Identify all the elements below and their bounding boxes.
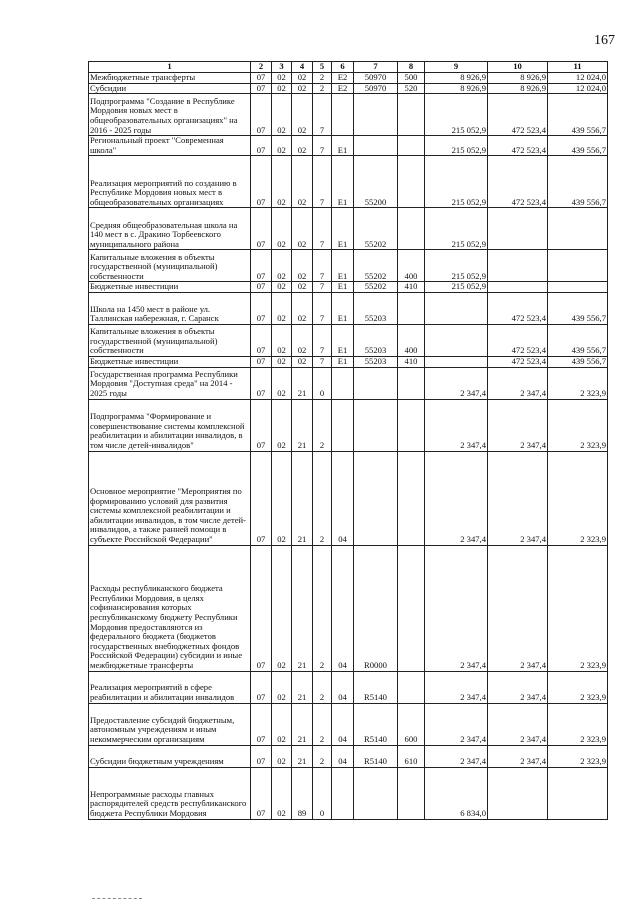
col-4-cell: 02	[292, 292, 313, 324]
col-8-cell: 520	[398, 83, 425, 94]
col-11-cell: 2 323,9	[548, 745, 608, 767]
col-10-cell: 472 523,4	[488, 136, 548, 156]
col-9-cell: 2 347,4	[425, 399, 488, 451]
col-3-cell: 02	[272, 451, 292, 545]
col-3-cell: 02	[272, 367, 292, 399]
col-8-cell: 410	[398, 356, 425, 367]
col-6-cell: Е2	[332, 73, 354, 84]
row-name-cell: Капитальные вложения в объекты государственной (муниципальной) собственности	[89, 250, 251, 282]
col-8-cell	[398, 292, 425, 324]
col-8-cell	[398, 208, 425, 250]
col-8-cell	[398, 94, 425, 136]
col-5-cell: 2	[313, 671, 332, 703]
col-2-cell: 07	[251, 156, 272, 208]
col-header-8: 8	[398, 62, 425, 73]
col-header-10: 10	[488, 62, 548, 73]
col-4-cell: 02	[292, 356, 313, 367]
col-11-cell: 439 556,7	[548, 292, 608, 324]
table-row	[89, 324, 608, 356]
col-5-cell: 2	[313, 703, 332, 745]
col-11-cell: 2 323,9	[548, 545, 608, 671]
col-7-cell: R0000	[354, 545, 398, 671]
col-10-cell: 472 523,4	[488, 156, 548, 208]
col-8-cell	[398, 367, 425, 399]
col-10-cell: 472 523,4	[488, 324, 548, 356]
row-name-cell: Бюджетные инвестиции	[89, 356, 251, 367]
col-8-cell: 400	[398, 250, 425, 282]
col-6-cell: Е1	[332, 282, 354, 293]
col-4-cell: 02	[292, 282, 313, 293]
col-7-cell	[354, 94, 398, 136]
row-name-cell: Подпрограмма "Формирование и совершенствование системы комплексной реабилитации и абилитации инвалидов, в том числе детей-инвалидов"	[89, 399, 251, 451]
col-6-cell: 04	[332, 451, 354, 545]
col-6-cell: Е1	[332, 136, 354, 156]
col-6-cell: 04	[332, 545, 354, 671]
col-5-cell: 2	[313, 73, 332, 84]
col-11-cell: 439 556,7	[548, 136, 608, 156]
col-7-cell: R5140	[354, 703, 398, 745]
col-2-cell: 07	[251, 767, 272, 819]
table-row	[89, 545, 608, 671]
col-2-cell: 07	[251, 367, 272, 399]
col-4-cell: 21	[292, 745, 313, 767]
col-10-cell: 2 347,4	[488, 545, 548, 671]
col-8-cell	[398, 156, 425, 208]
row-name-cell: Бюджетные инвестиции	[89, 282, 251, 293]
table-row	[89, 73, 608, 84]
col-2-cell: 07	[251, 73, 272, 84]
col-5-cell: 7	[313, 292, 332, 324]
col-3-cell: 02	[272, 671, 292, 703]
col-6-cell	[332, 94, 354, 136]
table-row	[89, 292, 608, 324]
col-6-cell: 04	[332, 745, 354, 767]
col-2-cell: 07	[251, 250, 272, 282]
col-5-cell: 7	[313, 356, 332, 367]
col-6-cell	[332, 367, 354, 399]
col-3-cell: 02	[272, 156, 292, 208]
table-header-row	[89, 62, 608, 73]
col-7-cell: R5140	[354, 671, 398, 703]
col-4-cell: 21	[292, 367, 313, 399]
col-10-cell	[488, 208, 548, 250]
col-7-cell: 55203	[354, 292, 398, 324]
col-2-cell: 07	[251, 136, 272, 156]
col-6-cell	[332, 399, 354, 451]
col-7-cell: 50970	[354, 83, 398, 94]
col-3-cell: 02	[272, 94, 292, 136]
col-7-cell: 55203	[354, 324, 398, 356]
col-8-cell	[398, 545, 425, 671]
col-8-cell: 500	[398, 73, 425, 84]
col-7-cell: 55202	[354, 250, 398, 282]
col-3-cell: 02	[272, 703, 292, 745]
col-header-11: 11	[548, 62, 608, 73]
row-name-cell: Непрограммные расходы главных распорядителей средств республиканского бюджета Республики Мордовия	[89, 767, 251, 819]
col-4-cell: 21	[292, 545, 313, 671]
col-4-cell: 02	[292, 83, 313, 94]
col-3-cell: 02	[272, 324, 292, 356]
col-9-cell	[425, 356, 488, 367]
row-name-cell: Субсидии	[89, 83, 251, 94]
row-name-cell: Региональный проект "Современная школа"	[89, 136, 251, 156]
col-6-cell	[332, 767, 354, 819]
col-6-cell: Е1	[332, 324, 354, 356]
col-2-cell: 07	[251, 745, 272, 767]
col-4-cell: 02	[292, 136, 313, 156]
row-name-cell: Реализация мероприятий в сфере реабилитации и абилитации инвалидов	[89, 671, 251, 703]
col-2-cell: 07	[251, 671, 272, 703]
col-header-9: 9	[425, 62, 488, 73]
col-9-cell: 8 926,9	[425, 73, 488, 84]
col-9-cell: 215 052,9	[425, 136, 488, 156]
col-9-cell: 2 347,4	[425, 745, 488, 767]
col-3-cell: 02	[272, 282, 292, 293]
table-row	[89, 703, 608, 745]
col-10-cell: 472 523,4	[488, 94, 548, 136]
table-row	[89, 671, 608, 703]
col-11-cell: 439 556,7	[548, 94, 608, 136]
col-9-cell: 2 347,4	[425, 545, 488, 671]
col-4-cell: 89	[292, 767, 313, 819]
col-11-cell	[548, 767, 608, 819]
col-9-cell: 8 926,9	[425, 83, 488, 94]
col-7-cell: 55200	[354, 156, 398, 208]
col-2-cell: 07	[251, 451, 272, 545]
col-5-cell: 7	[313, 250, 332, 282]
col-header-3: 3	[272, 62, 292, 73]
col-5-cell: 7	[313, 282, 332, 293]
col-9-cell: 6 834,0	[425, 767, 488, 819]
col-4-cell: 21	[292, 703, 313, 745]
col-4-cell: 02	[292, 324, 313, 356]
row-name-cell: Межбюджетные трансферты	[89, 73, 251, 84]
col-8-cell	[398, 136, 425, 156]
col-10-cell: 2 347,4	[488, 399, 548, 451]
col-11-cell: 12 024,0	[548, 73, 608, 84]
row-name-cell: Основное мероприятие "Мероприятия по формированию условий для развития системы комплексной реабилитации и абилитации инвалидов, в том числе детей-инвалидов, а также ранней помощи в субъекте Российской Федерации"	[89, 451, 251, 545]
col-5-cell: 2	[313, 745, 332, 767]
row-name-cell: Государственная программа Республики Мордовия "Доступная среда" на 2014 - 2025 годы	[89, 367, 251, 399]
col-header-6: 6	[332, 62, 354, 73]
col-11-cell: 2 323,9	[548, 671, 608, 703]
col-8-cell	[398, 671, 425, 703]
table-row	[89, 451, 608, 545]
col-header-5: 5	[313, 62, 332, 73]
col-8-cell: 610	[398, 745, 425, 767]
col-3-cell: 02	[272, 767, 292, 819]
col-6-cell: Е2	[332, 83, 354, 94]
col-11-cell: 12 024,0	[548, 83, 608, 94]
col-11-cell: 439 556,7	[548, 356, 608, 367]
col-11-cell: 2 323,9	[548, 367, 608, 399]
col-3-cell: 02	[272, 83, 292, 94]
col-5-cell: 2	[313, 399, 332, 451]
col-5-cell: 2	[313, 83, 332, 94]
table-row	[89, 367, 608, 399]
col-10-cell: 2 347,4	[488, 367, 548, 399]
col-6-cell: 04	[332, 703, 354, 745]
col-10-cell: 2 347,4	[488, 671, 548, 703]
col-11-cell	[548, 282, 608, 293]
col-5-cell: 7	[313, 156, 332, 208]
col-8-cell: 410	[398, 282, 425, 293]
col-header-1: 1	[89, 62, 251, 73]
col-2-cell: 07	[251, 94, 272, 136]
col-5-cell: 7	[313, 136, 332, 156]
col-7-cell	[354, 367, 398, 399]
col-4-cell: 21	[292, 399, 313, 451]
table-row	[89, 83, 608, 94]
table-row	[89, 356, 608, 367]
col-3-cell: 02	[272, 745, 292, 767]
col-4-cell: 02	[292, 156, 313, 208]
col-7-cell	[354, 399, 398, 451]
table-row	[89, 94, 608, 136]
col-6-cell: Е1	[332, 292, 354, 324]
col-9-cell: 2 347,4	[425, 703, 488, 745]
col-8-cell: 400	[398, 324, 425, 356]
col-9-cell: 2 347,4	[425, 671, 488, 703]
col-7-cell	[354, 451, 398, 545]
col-10-cell: 2 347,4	[488, 703, 548, 745]
col-3-cell: 02	[272, 545, 292, 671]
col-11-cell: 439 556,7	[548, 324, 608, 356]
col-10-cell: 8 926,9	[488, 73, 548, 84]
col-11-cell: 2 323,9	[548, 451, 608, 545]
col-2-cell: 07	[251, 324, 272, 356]
col-6-cell: Е1	[332, 208, 354, 250]
col-5-cell: 7	[313, 324, 332, 356]
col-10-cell: 472 523,4	[488, 292, 548, 324]
col-8-cell	[398, 399, 425, 451]
budget-table	[88, 61, 608, 820]
table-row	[89, 767, 608, 819]
col-7-cell: 55202	[354, 208, 398, 250]
col-header-4: 4	[292, 62, 313, 73]
col-9-cell: 215 052,9	[425, 250, 488, 282]
col-4-cell: 21	[292, 671, 313, 703]
col-5-cell: 7	[313, 94, 332, 136]
col-5-cell: 0	[313, 767, 332, 819]
table-row	[89, 745, 608, 767]
col-2-cell: 07	[251, 208, 272, 250]
page-number: 167	[594, 33, 615, 48]
row-name-cell: Реализация мероприятий по созданию в Республике Мордовия новых мест в общеобразовательных организациях	[89, 156, 251, 208]
table-row	[89, 250, 608, 282]
col-4-cell: 21	[292, 451, 313, 545]
col-2-cell: 07	[251, 703, 272, 745]
col-3-cell: 02	[272, 73, 292, 84]
col-9-cell: 215 052,9	[425, 282, 488, 293]
row-name-cell: Школа на 1450 мест в районе ул. Таллинская набережная, г. Саранск	[89, 292, 251, 324]
col-2-cell: 07	[251, 356, 272, 367]
col-11-cell	[548, 208, 608, 250]
col-5-cell: 7	[313, 208, 332, 250]
col-2-cell: 07	[251, 545, 272, 671]
row-name-cell: Капитальные вложения в объекты государственной (муниципальной) собственности	[89, 324, 251, 356]
row-name-cell: Предоставление субсидий бюджетным, автономным учреждениям и иным некоммерческим организациям	[89, 703, 251, 745]
col-8-cell: 600	[398, 703, 425, 745]
col-7-cell	[354, 136, 398, 156]
col-2-cell: 07	[251, 282, 272, 293]
col-9-cell: 215 052,9	[425, 94, 488, 136]
col-3-cell: 02	[272, 399, 292, 451]
col-11-cell: 439 556,7	[548, 156, 608, 208]
col-2-cell: 07	[251, 399, 272, 451]
col-6-cell: Е1	[332, 356, 354, 367]
col-3-cell: 02	[272, 250, 292, 282]
col-10-cell: 2 347,4	[488, 451, 548, 545]
col-10-cell	[488, 767, 548, 819]
scan-mark	[92, 898, 142, 899]
col-10-cell	[488, 282, 548, 293]
col-9-cell	[425, 324, 488, 356]
col-5-cell: 2	[313, 545, 332, 671]
col-header-7: 7	[354, 62, 398, 73]
col-10-cell: 472 523,4	[488, 356, 548, 367]
col-3-cell: 02	[272, 208, 292, 250]
col-9-cell: 215 052,9	[425, 156, 488, 208]
table-row	[89, 399, 608, 451]
row-name-cell: Средняя общеобразовательная школа на 140 мест в с. Дракино Торбеевского муниципального района	[89, 208, 251, 250]
col-3-cell: 02	[272, 292, 292, 324]
col-9-cell: 215 052,9	[425, 208, 488, 250]
col-7-cell: 55203	[354, 356, 398, 367]
col-9-cell: 2 347,4	[425, 451, 488, 545]
col-6-cell: 04	[332, 671, 354, 703]
col-8-cell	[398, 767, 425, 819]
col-7-cell	[354, 767, 398, 819]
col-8-cell	[398, 451, 425, 545]
col-11-cell: 2 323,9	[548, 703, 608, 745]
col-10-cell: 2 347,4	[488, 745, 548, 767]
col-5-cell: 2	[313, 451, 332, 545]
col-10-cell	[488, 250, 548, 282]
col-4-cell: 02	[292, 73, 313, 84]
col-6-cell: Е1	[332, 250, 354, 282]
col-4-cell: 02	[292, 250, 313, 282]
col-6-cell: Е1	[332, 156, 354, 208]
table-row	[89, 136, 608, 156]
col-11-cell: 2 323,9	[548, 399, 608, 451]
table-row	[89, 208, 608, 250]
col-5-cell: 0	[313, 367, 332, 399]
col-header-2: 2	[251, 62, 272, 73]
table-row	[89, 282, 608, 293]
col-9-cell: 2 347,4	[425, 367, 488, 399]
col-4-cell: 02	[292, 94, 313, 136]
col-11-cell	[548, 250, 608, 282]
col-2-cell: 07	[251, 83, 272, 94]
col-10-cell: 8 926,9	[488, 83, 548, 94]
col-2-cell: 07	[251, 292, 272, 324]
col-4-cell: 02	[292, 208, 313, 250]
table-row	[89, 156, 608, 208]
col-7-cell: 50970	[354, 73, 398, 84]
col-3-cell: 02	[272, 136, 292, 156]
col-3-cell: 02	[272, 356, 292, 367]
row-name-cell: Расходы республиканского бюджета Республики Мордовия, в целях софинансирования которых республиканскому бюджету Республики Мордовия предоставляются из федерального бюджета (бюджетов государственных внебюджетных фондов Российской Федерации) субсидии и иные межбюджетные трансферты	[89, 545, 251, 671]
col-7-cell: 55202	[354, 282, 398, 293]
col-7-cell: R5140	[354, 745, 398, 767]
row-name-cell: Подпрограмма "Создание в Республике Мордовия новых мест в общеобразовательных организациях" на 2016 - 2025 годы	[89, 94, 251, 136]
col-9-cell	[425, 292, 488, 324]
row-name-cell: Субсидии бюджетным учреждениям	[89, 745, 251, 767]
